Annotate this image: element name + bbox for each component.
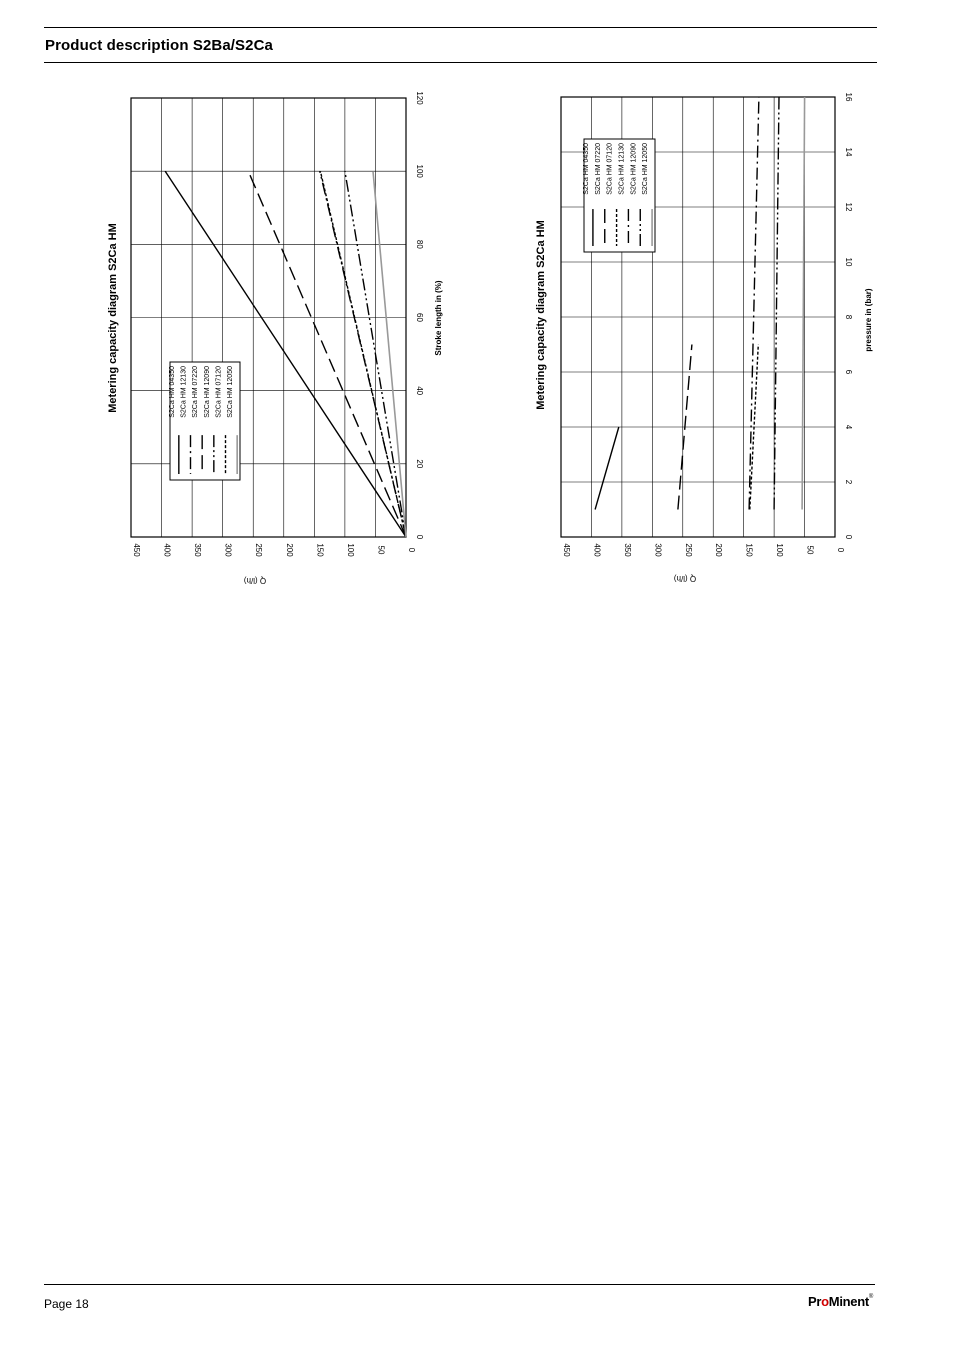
legend-label: S2Ca HM 12050 <box>227 366 235 418</box>
x-tick-label: 2 <box>844 479 853 485</box>
chart-title: Metering capacity diagram S2Ca HM <box>107 223 119 413</box>
x-tick-label: 100 <box>415 164 424 178</box>
legend-label: S2Ca HM 12050 <box>642 143 650 195</box>
series-line-4 <box>749 97 759 510</box>
x-axis-label: pressure in (bar) <box>864 288 873 352</box>
legend-label: S2Ca HM 12090 <box>630 143 638 195</box>
series-line-5 <box>774 97 779 510</box>
legend-label: S2Ca HM 12130 <box>618 143 626 195</box>
y-axis-label: Q (l/h) <box>673 574 697 583</box>
legend-label: S2Ca HM 07220 <box>192 366 200 418</box>
x-tick-label: 40 <box>415 386 424 396</box>
legend-label: S2Ca HM 04350 <box>582 143 590 195</box>
brand-logo-part-a: Pr <box>808 1294 822 1309</box>
legend-label: S2Ca HM 07120 <box>215 366 223 418</box>
x-tick-label: 10 <box>844 257 853 267</box>
y-tick-label: 200 <box>284 543 294 557</box>
x-tick-label: 120 <box>415 91 424 105</box>
x-tick-label: 8 <box>844 314 853 320</box>
x-tick-label: 4 <box>844 424 853 430</box>
y-tick-label: 300 <box>223 543 233 557</box>
x-tick-label: 0 <box>844 534 853 540</box>
x-tick-label: 16 <box>844 92 853 102</box>
y-tick-label: 50 <box>376 545 386 555</box>
x-tick-label: 6 <box>844 369 853 375</box>
legend-label: S2Ca HM 04350 <box>168 366 176 418</box>
brand-logo-registered: ® <box>868 1294 874 1300</box>
series-line-3 <box>248 171 406 537</box>
chart-title: Metering capacity diagram S2Ca HM <box>535 220 547 410</box>
page-title: Product description S2Ba/S2Ca <box>45 37 273 54</box>
y-tick-label: 100 <box>345 543 355 557</box>
y-tick-label: 0 <box>836 547 845 553</box>
x-tick-label: 12 <box>844 202 853 212</box>
y-tick-label: 450 <box>132 543 141 557</box>
x-axis-label: Stroke length in (%) <box>434 280 443 356</box>
y-tick-label: 400 <box>162 543 172 557</box>
series-line-1 <box>595 427 619 510</box>
x-tick-label: 20 <box>415 459 424 469</box>
chart-1 <box>107 91 443 585</box>
chart-2 <box>535 93 873 583</box>
y-tick-label: 250 <box>254 543 264 557</box>
y-tick-label: 350 <box>622 543 632 557</box>
y-tick-label: 350 <box>193 543 203 557</box>
y-tick-label: 0 <box>407 547 416 553</box>
y-tick-label: 200 <box>714 543 724 557</box>
y-tick-label: 100 <box>775 543 785 557</box>
footer-rule <box>44 1284 875 1285</box>
legend-label: S2Ca HM 07220 <box>594 143 602 195</box>
series-line-1 <box>165 171 406 537</box>
series-line-6 <box>802 97 805 510</box>
brand-logo <box>808 1294 873 1309</box>
y-tick-label: 250 <box>683 543 693 557</box>
brand-logo-part-b: Minent <box>828 1294 869 1309</box>
series-line-6 <box>373 171 406 537</box>
y-tick-label: 450 <box>562 543 571 557</box>
legend-label: S2Ca HM 07120 <box>606 143 614 195</box>
page-number: Page 18 <box>44 1297 89 1311</box>
y-tick-label: 150 <box>744 543 754 557</box>
x-tick-label: 0 <box>415 534 424 540</box>
y-tick-label: 50 <box>805 545 815 555</box>
legend-label: S2Ca HM 12130 <box>180 366 188 418</box>
x-tick-label: 80 <box>415 239 424 249</box>
brand-logo-accent-o: o <box>821 1294 829 1309</box>
y-tick-label: 400 <box>592 543 602 557</box>
x-tick-label: 14 <box>844 147 853 157</box>
y-tick-label: 150 <box>315 543 325 557</box>
legend-label: S2Ca HM 12090 <box>203 366 211 418</box>
y-tick-label: 300 <box>653 543 663 557</box>
x-tick-label: 60 <box>415 313 424 322</box>
y-axis-label: Q (l/h) <box>243 576 267 585</box>
